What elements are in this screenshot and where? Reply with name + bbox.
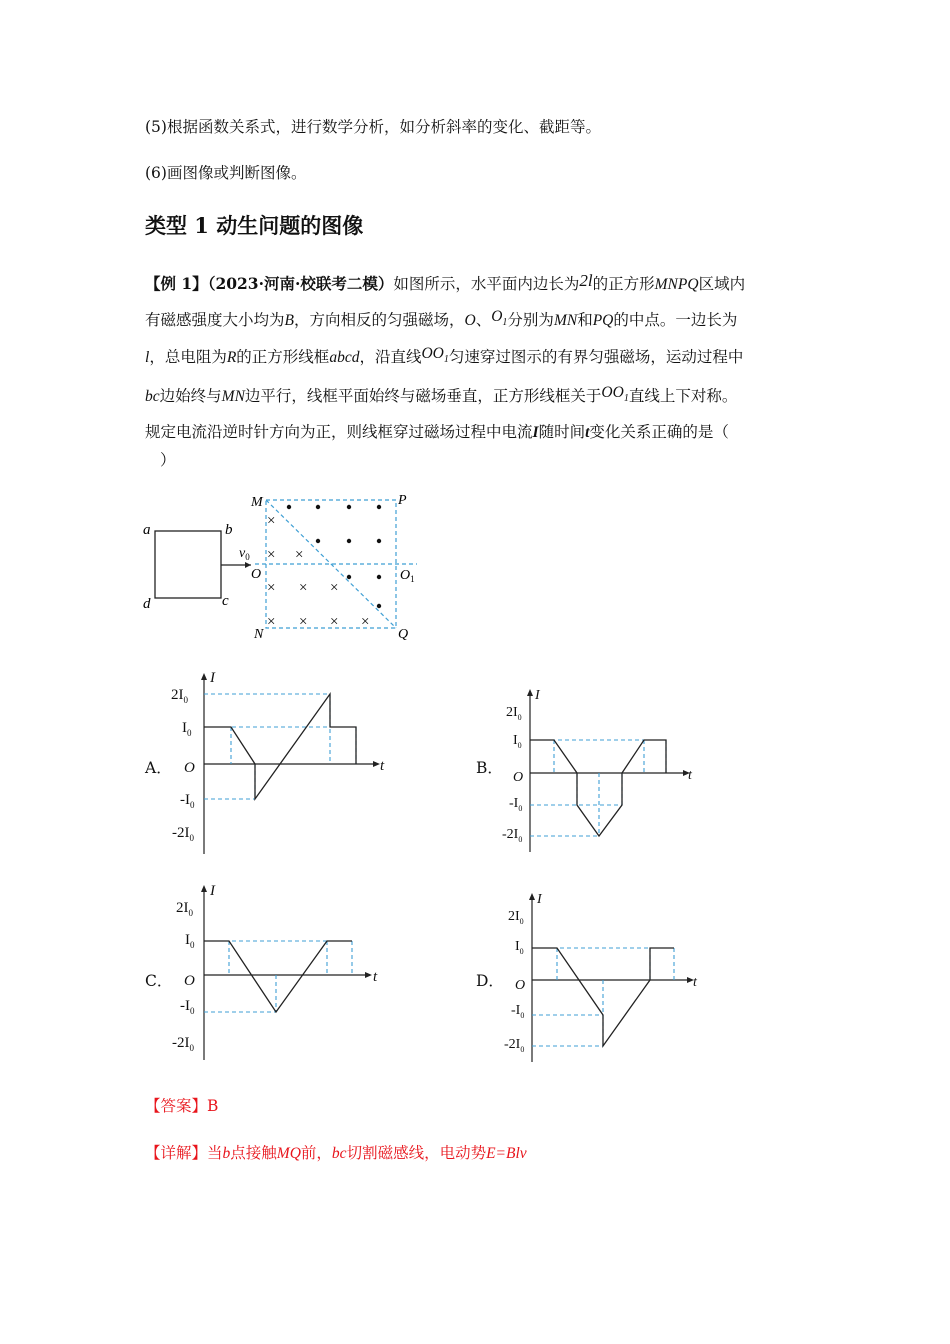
option-c-label[interactable]: C． bbox=[145, 972, 173, 990]
x-arrow bbox=[373, 761, 380, 767]
var-O1 bbox=[491, 308, 508, 329]
text: I bbox=[210, 670, 215, 686]
text: ，沿直线 bbox=[359, 348, 422, 366]
text: 区域内 bbox=[698, 275, 746, 293]
svg-text:×: × bbox=[267, 580, 276, 596]
var-bc: bc bbox=[145, 388, 160, 405]
answer-value: B bbox=[207, 1097, 219, 1115]
text: I bbox=[537, 892, 542, 907]
answer-line bbox=[145, 1096, 218, 1116]
text: 0 bbox=[187, 728, 192, 738]
svg-text:×: × bbox=[330, 580, 339, 596]
text: -2I bbox=[172, 825, 190, 841]
svg-text:-I0 bbox=[511, 1003, 524, 1020]
example-line-2 bbox=[145, 310, 737, 337]
current-curve bbox=[204, 941, 352, 1012]
text: 0 bbox=[517, 713, 522, 722]
text: 2I bbox=[176, 900, 189, 916]
text: 切割磁感线，电动势 bbox=[346, 1144, 487, 1162]
text: -I bbox=[180, 792, 190, 808]
text: O bbox=[515, 978, 526, 993]
text: v bbox=[239, 546, 246, 561]
text: 分别为 bbox=[507, 311, 554, 329]
var-I: I bbox=[532, 424, 539, 441]
text: 的中点。一边长为 bbox=[613, 311, 738, 329]
var-PQ: PQ bbox=[592, 312, 614, 329]
text: 前， bbox=[300, 1144, 332, 1162]
svg-text:I0 bbox=[182, 720, 192, 738]
example-line-5 bbox=[145, 422, 729, 443]
svg-text:-2I0 bbox=[172, 825, 195, 843]
var-abcd: abcd bbox=[329, 349, 360, 366]
text: 的正方形线框 bbox=[236, 348, 330, 366]
svg-text:-2I0 bbox=[172, 1035, 195, 1053]
text: 0 bbox=[520, 1045, 525, 1054]
text: 当 bbox=[207, 1144, 223, 1162]
step-6: (6)画图像或判断图像。 bbox=[145, 164, 307, 182]
svg-text:×: × bbox=[299, 580, 308, 596]
var-MNPQ: MNPQ bbox=[654, 276, 699, 293]
text: 1 bbox=[502, 317, 508, 329]
svg-text:2I0 bbox=[171, 687, 189, 705]
text: ，总电阻为 bbox=[149, 348, 227, 366]
label-O1 bbox=[400, 568, 415, 584]
text: 匀速穿过图示的有界匀强磁场，运动过程中 bbox=[448, 348, 744, 366]
text: t bbox=[373, 969, 378, 985]
text: 直线上下对称。 bbox=[628, 387, 738, 405]
graph-option-a[interactable] bbox=[168, 668, 398, 858]
text: 2I bbox=[506, 705, 518, 720]
label-P: P bbox=[398, 493, 407, 508]
text: -2I bbox=[504, 1037, 521, 1052]
step-5: (5)根据函数关系式，进行数学分析，如分析斜率的变化、截距等。 bbox=[145, 118, 601, 136]
text: -I bbox=[511, 1003, 521, 1018]
text: O bbox=[513, 770, 524, 785]
svg-text:-I0 bbox=[509, 796, 522, 813]
svg-text:I0 bbox=[515, 939, 524, 956]
text: I bbox=[513, 733, 518, 748]
svg-text:-I0 bbox=[180, 998, 195, 1016]
explanation-line bbox=[145, 1143, 527, 1164]
text: O bbox=[184, 973, 195, 989]
label-M: M bbox=[251, 495, 263, 510]
example-line-3 bbox=[145, 347, 743, 374]
svg-text:×: × bbox=[299, 614, 308, 630]
text: 0 bbox=[190, 800, 195, 810]
text: 0 bbox=[518, 804, 523, 813]
text: O bbox=[491, 308, 503, 325]
var-MQ: MQ bbox=[276, 1145, 301, 1162]
var-2l: 2l bbox=[579, 271, 593, 290]
var-MN: MN bbox=[553, 312, 578, 329]
text: -I bbox=[180, 998, 190, 1014]
svg-text:-2I0 bbox=[502, 827, 522, 844]
example-line-4 bbox=[145, 386, 737, 413]
svg-text:I0 bbox=[185, 932, 195, 950]
label-a: a bbox=[143, 522, 151, 538]
axis-labels bbox=[502, 688, 693, 844]
text: 有磁感强度大小均为 bbox=[145, 311, 285, 329]
text: 的正方形 bbox=[592, 275, 655, 293]
graph-option-b[interactable] bbox=[498, 686, 708, 856]
text: I bbox=[182, 720, 187, 736]
svg-text:2I0 bbox=[508, 909, 524, 926]
y-arrow bbox=[529, 893, 535, 900]
var-R: R bbox=[226, 349, 237, 366]
explain-label: 【详解】 bbox=[145, 1144, 208, 1162]
text: 0 bbox=[519, 947, 524, 956]
svg-text:×: × bbox=[330, 614, 339, 630]
svg-text:2I0 bbox=[176, 900, 194, 918]
svg-text:I0 bbox=[513, 733, 522, 750]
loop-abcd bbox=[155, 531, 221, 598]
svg-text:×: × bbox=[295, 547, 304, 563]
current-curve bbox=[204, 694, 356, 799]
text: 0 bbox=[245, 552, 250, 562]
svg-text:×: × bbox=[267, 513, 276, 529]
text: I bbox=[515, 939, 520, 954]
svg-text:-2I0 bbox=[504, 1037, 524, 1054]
emf-formula: E=Blv bbox=[486, 1145, 527, 1162]
field-in-crosses bbox=[267, 513, 369, 630]
text: 0 bbox=[520, 1011, 525, 1020]
text: O bbox=[400, 568, 411, 583]
var-t: t bbox=[585, 424, 590, 441]
guides bbox=[204, 941, 352, 1012]
svg-text:×: × bbox=[267, 614, 276, 630]
text: OO bbox=[601, 384, 624, 401]
x-arrow bbox=[365, 972, 372, 978]
text: t bbox=[380, 758, 385, 774]
field-figure bbox=[135, 488, 435, 648]
text: t bbox=[688, 768, 692, 783]
text: -2I bbox=[172, 1035, 190, 1051]
text: 0 bbox=[183, 695, 188, 705]
var-B: B bbox=[284, 312, 294, 329]
text: I bbox=[535, 688, 540, 703]
graph-option-d[interactable] bbox=[500, 890, 710, 1065]
text: 1 bbox=[410, 574, 415, 584]
label-Q: Q bbox=[398, 627, 409, 642]
var-OO1 bbox=[601, 384, 629, 405]
guides bbox=[530, 740, 666, 836]
text: t bbox=[693, 975, 697, 990]
axis-labels bbox=[504, 892, 698, 1054]
example-line-1 bbox=[145, 271, 746, 295]
option-d-label[interactable]: D． bbox=[476, 972, 504, 990]
example-source: （2023·河南·校联考二模） bbox=[207, 274, 394, 293]
text: 规定电流沿逆时针方向为正，则线框穿过磁场过程中电流 bbox=[145, 423, 533, 441]
text: 0 bbox=[190, 940, 195, 950]
text: 如图所示，水平面内边长为 bbox=[393, 275, 580, 293]
axis-labels bbox=[171, 670, 385, 843]
text: OO bbox=[421, 345, 444, 362]
var-bc: bc bbox=[331, 1145, 347, 1162]
var-O: O bbox=[464, 312, 476, 329]
var-b: b bbox=[222, 1145, 231, 1162]
option-a-label[interactable]: A． bbox=[145, 759, 172, 777]
var-l: l bbox=[145, 349, 150, 366]
var-OO1 bbox=[421, 345, 449, 366]
graph-option-c[interactable] bbox=[168, 882, 388, 1062]
text: 点接触 bbox=[230, 1144, 277, 1162]
label-c: c bbox=[222, 593, 229, 609]
y-arrow bbox=[201, 673, 207, 680]
text: 0 bbox=[517, 741, 522, 750]
section-title: 类型 1 动生问题的图像 bbox=[145, 213, 364, 238]
label-b: b bbox=[225, 522, 233, 538]
svg-text:-I0 bbox=[180, 792, 195, 810]
label-O: O bbox=[251, 567, 262, 582]
example-line-6: ） bbox=[160, 451, 176, 469]
var-MN: MN bbox=[221, 388, 245, 405]
text: 边平行，线框平面始终与磁场垂直，正方形线框关于 bbox=[244, 387, 602, 405]
text: 、 bbox=[475, 311, 492, 329]
label-d: d bbox=[143, 596, 151, 612]
text: 1 bbox=[623, 393, 629, 405]
text: I bbox=[210, 883, 215, 899]
y-arrow bbox=[527, 689, 533, 696]
svg-text:2I0 bbox=[506, 705, 522, 722]
text: I bbox=[185, 932, 190, 948]
svg-text:×: × bbox=[361, 614, 370, 630]
guides bbox=[204, 694, 356, 799]
text: 0 bbox=[190, 1006, 195, 1016]
text: 随时间 bbox=[538, 423, 586, 441]
text: -2I bbox=[502, 827, 519, 842]
text: 0 bbox=[189, 833, 194, 843]
text: 0 bbox=[518, 835, 523, 844]
text: 2I bbox=[171, 687, 184, 703]
svg-text:×: × bbox=[267, 547, 276, 563]
axis-labels bbox=[172, 883, 378, 1053]
text: 和 bbox=[577, 311, 593, 329]
text: 2I bbox=[508, 909, 520, 924]
current-curve bbox=[530, 740, 666, 836]
text: 变化关系正确的是（ bbox=[589, 423, 729, 441]
text: 边始终与 bbox=[159, 387, 222, 405]
option-b-label[interactable]: B． bbox=[476, 759, 503, 777]
label-v0 bbox=[239, 546, 250, 562]
text: 0 bbox=[189, 1043, 194, 1053]
label-N: N bbox=[254, 627, 264, 642]
text: ，方向相反的匀强磁场， bbox=[293, 311, 465, 329]
text: -I bbox=[509, 796, 519, 811]
y-arrow bbox=[201, 885, 207, 892]
text: 0 bbox=[519, 917, 524, 926]
example-tag: 【例 1】 bbox=[145, 274, 208, 293]
answer-label: 【答案】 bbox=[145, 1097, 208, 1115]
text: 1 bbox=[443, 354, 449, 366]
text: 0 bbox=[188, 908, 193, 918]
text: O bbox=[184, 760, 195, 776]
